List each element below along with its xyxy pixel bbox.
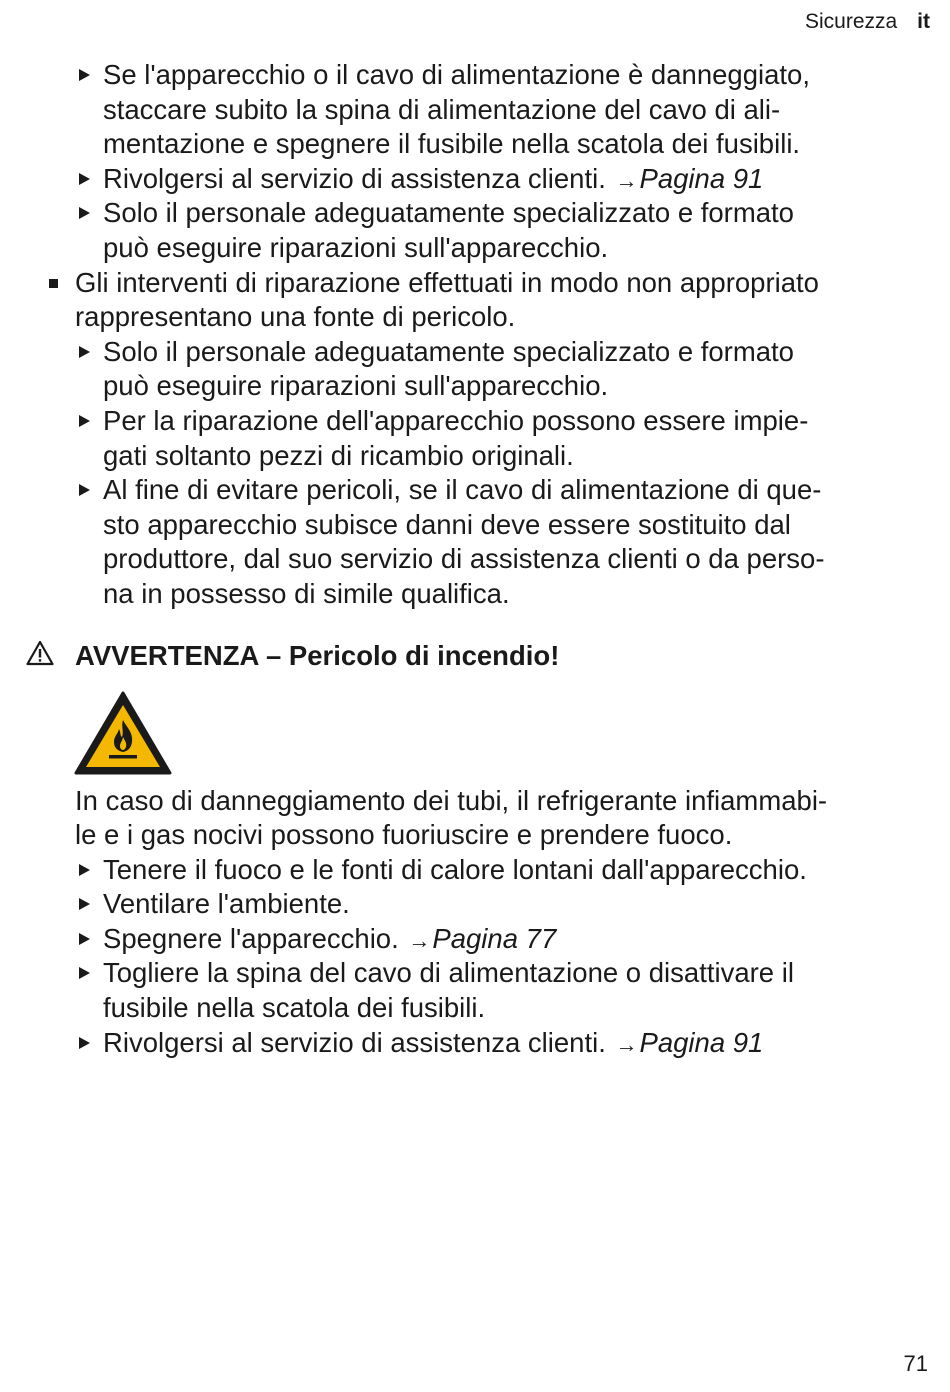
- bullet-triangle-icon: [79, 346, 90, 358]
- warning-paragraph: In caso di danneggiamento dei tubi, il refrigerante infiammabi- le e i gas nocivi possono fuoriuscire e prendere fuoco.: [75, 784, 828, 851]
- bullet-item-continuation: può eseguire riparazioni sull'apparecchio.: [103, 231, 609, 263]
- bullet-item-continuation: gati soltanto pezzi di ricambio originali.: [103, 439, 574, 471]
- bullet-item: Ventilare l'ambiente.: [0, 887, 950, 922]
- page-header: [805, 8, 930, 36]
- page-number: 71: [903, 1351, 928, 1376]
- bullet-item-continuation: produttore, dal suo servizio di assistenza clienti o da perso-: [103, 543, 825, 575]
- page-reference-link[interactable]: Pagina 91: [639, 1026, 764, 1058]
- section-title: Sicurezza: [804, 10, 898, 33]
- flammable-hazard-icon: [73, 690, 173, 776]
- page-reference-link[interactable]: Pagina 91: [639, 162, 764, 194]
- bullet-item: Rivolgersi al servizio di assistenza clienti. →Pagina 91: [0, 162, 950, 197]
- bullet-item-continuation: staccare subito la spina di alimentazione del cavo di ali-: [103, 93, 781, 125]
- bullet-item: Tenere il fuoco e le fonti di calore lontani dall'apparecchio.: [0, 853, 950, 888]
- bullet-triangle-icon: [79, 967, 90, 979]
- bullet-item: Al fine di evitare pericoli, se il cavo di alimentazione di que-: [0, 473, 950, 508]
- bullet-item-continuation: mentazione e spegnere il fusibile nella scatola dei fusibili.: [103, 128, 801, 160]
- bullet-item-continuation: può eseguire riparazioni sull'apparecchio.: [103, 370, 609, 402]
- bullet-triangle-icon: [79, 1037, 90, 1049]
- bullet-item: Solo il personale adeguatamente specializzato e formato: [0, 335, 950, 370]
- bullet-triangle-icon: [79, 415, 90, 427]
- square-bullet-continuation: rappresentano una fonte di pericolo.: [75, 301, 516, 333]
- language-code: it: [917, 10, 930, 33]
- bullet-triangle-icon: [79, 864, 90, 876]
- bullet-triangle-icon: [79, 933, 90, 945]
- bullet-triangle-icon: [79, 69, 90, 81]
- bullet-triangle-icon: [79, 207, 90, 219]
- arrow-right-icon: →: [408, 927, 431, 953]
- bullet-item: Se l'apparecchio o il cavo di alimentazione è danneggiato,: [0, 58, 950, 93]
- bullet-item: Solo il personale adeguatamente specializzato e formato: [0, 196, 950, 231]
- square-bullet-item: Gli interventi di riparazione effettuati in modo non appropriato: [0, 266, 950, 301]
- arrow-right-icon: →: [615, 167, 638, 193]
- bullet-triangle-icon: [79, 484, 90, 496]
- document-body: [0, 58, 950, 1060]
- bullet-item-continuation: na in possesso di simile qualifica.: [103, 577, 510, 609]
- bullet-item: Togliere la spina del cavo di alimentazione o disattivare il: [0, 956, 950, 991]
- warning-heading: AVVERTENZA – Pericolo di incendio!: [0, 636, 950, 676]
- bullet-item: Per la riparazione dell'apparecchio possono essere impie-: [0, 404, 950, 439]
- bullet-item: Rivolgersi al servizio di assistenza clienti. →Pagina 91: [0, 1026, 950, 1061]
- bullet-item-continuation: fusibile nella scatola dei fusibili.: [103, 992, 486, 1024]
- bullet-item-continuation: sto apparecchio subisce danni deve essere sostituito dal: [103, 508, 791, 540]
- page-reference-link[interactable]: Pagina 77: [432, 922, 557, 954]
- warning-triangle-icon: [26, 640, 54, 666]
- arrow-right-icon: →: [615, 1031, 638, 1057]
- bullet-triangle-icon: [79, 898, 90, 910]
- bullet-triangle-icon: [79, 173, 90, 185]
- bullet-item: Spegnere l'apparecchio. →Pagina 77: [0, 922, 950, 957]
- bullet-square-icon: [49, 279, 58, 288]
